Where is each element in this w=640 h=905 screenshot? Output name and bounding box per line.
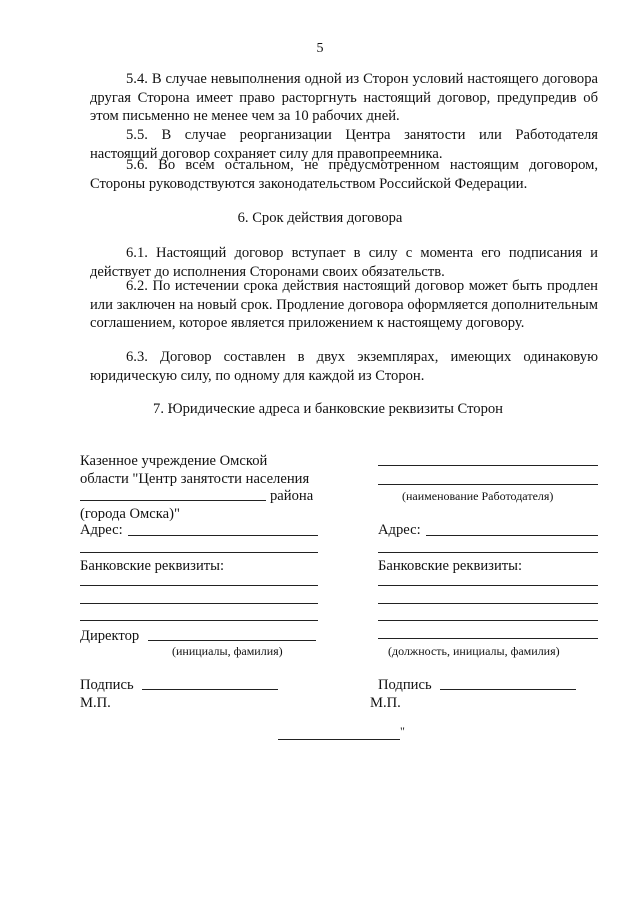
left-bank-blank-3 bbox=[80, 620, 318, 621]
position-blank bbox=[378, 638, 598, 639]
section-7-title: 7. Юридические адреса и банковские реквизиты Сторон bbox=[153, 401, 503, 417]
left-address-blank bbox=[128, 535, 318, 536]
right-address-label: Адрес: bbox=[378, 522, 421, 538]
right-bank-blank-3 bbox=[378, 620, 598, 621]
paragraph-5-6: 5.6. Во всем остальном, не предусмотренном настоящим договором, Стороны руководствуются законодательством Российской Федерации. bbox=[90, 157, 598, 192]
director-blank bbox=[148, 640, 316, 641]
employer-name-blank-2 bbox=[378, 484, 598, 485]
right-bank-label: Банковские реквизиты: bbox=[378, 558, 522, 574]
left-party-name-line-1: Казенное учреждение Омской bbox=[80, 453, 268, 469]
section-6-title: 6. Срок действия договора bbox=[237, 210, 403, 226]
paragraph-5-4: 5.4. В случае невыполнения одной из Сторон условий настоящего договора другая Сторона имеет право расторгнуть настоящий договор, предупредив об этом письменно не менее чем за 10 рабочих дней. bbox=[90, 71, 598, 125]
left-address-blank-2 bbox=[80, 552, 318, 553]
right-address-blank bbox=[426, 535, 598, 536]
paragraph-5-5: 5.5. В случае реорганизации Центра занятости или Работодателя настоящий договор сохраняет силу для правопреемника. bbox=[90, 127, 598, 162]
right-signature-blank bbox=[440, 689, 576, 690]
right-address-blank-2 bbox=[378, 552, 598, 553]
page-number: 5 bbox=[316, 41, 324, 56]
left-party-name-line-2: области "Центр занятости населения bbox=[80, 471, 310, 487]
left-party-name-line-3: района bbox=[270, 488, 314, 504]
paragraph-6-1: 6.1. Настоящий договор вступает в силу с момента его подписания и действует до исполнения Сторонами своих обязательств. bbox=[90, 245, 598, 280]
left-bank-blank-1 bbox=[80, 585, 318, 586]
left-bank-label: Банковские реквизиты: bbox=[80, 558, 224, 574]
district-name-blank bbox=[80, 500, 266, 501]
left-signature-blank bbox=[142, 689, 278, 690]
paragraph-6-3: 6.3. Договор составлен в двух экземплярах, имеющих одинаковую юридическую силу, по одному для каждой из Сторон. bbox=[90, 349, 598, 384]
employer-hint: (наименование Работодателя) bbox=[402, 489, 554, 503]
left-party-name-line-4: (города Омска)" bbox=[80, 506, 180, 522]
director-hint: (инициалы, фамилия) bbox=[172, 644, 283, 658]
paragraph-6-2: 6.2. По истечении срока действия настоящий договор может быть продлен или заключен на новый срок. Продление договора оформляется дополнительным соглашением, которое является приложением к настоящему договору. bbox=[90, 278, 598, 332]
right-signature-label: Подпись bbox=[378, 677, 432, 693]
left-bank-blank-2 bbox=[80, 603, 318, 604]
left-signature-label: Подпись bbox=[80, 677, 134, 693]
left-address-label: Адрес: bbox=[80, 522, 123, 538]
position-hint: (должность, инициалы, фамилия) bbox=[388, 644, 560, 658]
employer-name-blank-1 bbox=[378, 465, 598, 466]
right-stamp-label: М.П. bbox=[370, 695, 401, 711]
right-bank-blank-2 bbox=[378, 603, 598, 604]
right-bank-blank-1 bbox=[378, 585, 598, 586]
closing-line bbox=[278, 739, 400, 740]
closing-quote-mark: " bbox=[400, 724, 405, 738]
left-stamp-label: М.П. bbox=[80, 695, 111, 711]
director-label: Директор bbox=[80, 628, 140, 644]
